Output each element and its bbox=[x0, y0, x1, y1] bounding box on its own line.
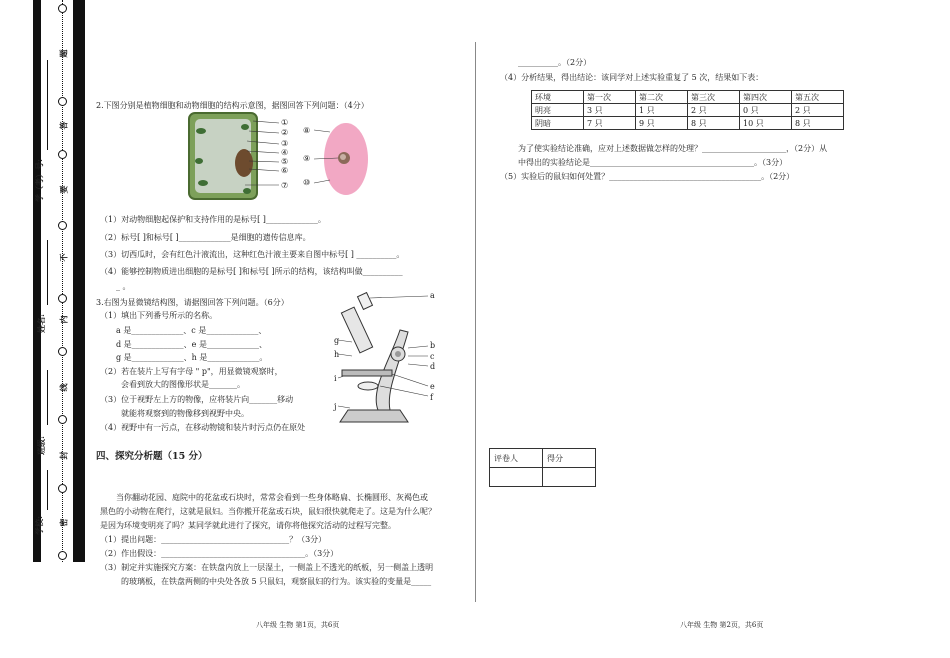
table-cell: 阴暗 bbox=[532, 117, 584, 130]
q3-answer-line: __________。（2分） bbox=[518, 58, 592, 67]
plant-label: ② bbox=[281, 128, 289, 137]
page-divider bbox=[475, 42, 476, 602]
q4-processing: 为了使实验结论准确，应对上述数据做怎样的处理？_____________________，（2分）从 bbox=[518, 144, 828, 153]
cut-circle bbox=[58, 347, 67, 356]
q3-item: （3）位于视野左上方的物像，应将装片向_______移动 bbox=[100, 395, 294, 404]
table-cell: 1 只 bbox=[636, 104, 688, 117]
name-label: 姓名: bbox=[35, 314, 46, 333]
class-label: 班级: bbox=[35, 436, 46, 455]
table-row bbox=[532, 117, 844, 130]
q3-title: 3.右图为显微镜结构图，请据图回答下列问题。（6分） bbox=[96, 298, 289, 307]
section4-title: 四、探究分析题（15 分） bbox=[96, 451, 208, 462]
microscope-diagram bbox=[330, 290, 440, 435]
plant-label: ④ bbox=[281, 148, 289, 157]
plant-label: ③ bbox=[281, 139, 289, 148]
results-table bbox=[531, 90, 844, 130]
page-footer-right: 八年级 生物 第2页，共6页 bbox=[680, 621, 764, 629]
table-cell: 10 只 bbox=[740, 117, 792, 130]
q4-conclusion: 中得出的实验结论是_________________________________________。（3分） bbox=[518, 158, 788, 167]
class-line bbox=[47, 370, 48, 425]
reviewer-field[interactable] bbox=[490, 468, 543, 487]
q2-item-4-cont: _ 。 bbox=[116, 282, 131, 291]
cut-circle bbox=[58, 97, 67, 106]
microscope-label: j bbox=[334, 402, 337, 411]
cut-circle bbox=[58, 150, 67, 159]
student-id-label: 学（考）号: bbox=[33, 159, 44, 202]
microscope-label: d bbox=[430, 362, 436, 371]
cut-mark: 要 bbox=[58, 185, 69, 194]
cut-mark: 内 bbox=[58, 315, 69, 324]
plant-cell-diagram bbox=[187, 111, 315, 203]
microscope-label: h bbox=[334, 350, 340, 359]
plant-label: ⑦ bbox=[281, 181, 289, 190]
animal-cell-diagram bbox=[300, 120, 370, 200]
student-id-line bbox=[47, 60, 48, 150]
q2-item-1: （1）对动物细胞起保护和支持作用的是标号[ ]_____________。 bbox=[100, 215, 326, 224]
binding-strip-inner bbox=[41, 0, 73, 562]
page-footer-left: 八年级 生物 第1页，共6页 bbox=[256, 621, 340, 629]
binding-strip bbox=[33, 0, 85, 562]
cut-circle bbox=[58, 551, 67, 560]
section4-para: 黑色的小动物在爬行，这就是鼠妇。当你搬开花盆或石块，鼠妇很快就爬走了。这是为什么呢？ bbox=[100, 507, 436, 516]
q3-item: a 是_____________、c 是_____________、 bbox=[116, 326, 267, 335]
table-header-cell: 第一次 bbox=[584, 91, 636, 104]
microscope-label: a bbox=[430, 291, 435, 300]
table-cell: 8 只 bbox=[792, 117, 844, 130]
cut-circle bbox=[58, 415, 67, 424]
cut-circle bbox=[58, 484, 67, 493]
section4-item: 的玻璃板，在铁盘两侧的中央处各放 5 只鼠妇，观察鼠妇的行为。该实验的变量是_____ bbox=[121, 577, 432, 586]
microscope-label: f bbox=[430, 393, 433, 402]
section4-para: 当你翻动花园、庭院中的花盆或石块时，常常会看到一些身体略扁、长椭圆形、灰褐色或 bbox=[116, 493, 428, 502]
cut-circle bbox=[58, 221, 67, 230]
school-label: 学校: bbox=[33, 516, 44, 535]
table-header-cell: 第三次 bbox=[688, 91, 740, 104]
animal-label: ⑩ bbox=[303, 178, 311, 187]
score-field[interactable] bbox=[543, 468, 596, 487]
table-header-cell: 第四次 bbox=[740, 91, 792, 104]
cut-mark: 封 bbox=[58, 451, 69, 460]
reviewer-label: 评卷人 bbox=[490, 449, 543, 468]
microscope-label: i bbox=[334, 374, 337, 383]
table-header-cell: 环境 bbox=[532, 91, 584, 104]
microscope-label: b bbox=[430, 341, 436, 350]
plant-label: ⑥ bbox=[281, 166, 289, 175]
cut-dotted-line bbox=[62, 0, 63, 562]
cut-circle bbox=[58, 4, 67, 13]
cut-circle bbox=[58, 294, 67, 303]
table-cell: 3 只 bbox=[584, 104, 636, 117]
cut-mark: 题 bbox=[58, 49, 69, 58]
table-cell: 0 只 bbox=[740, 104, 792, 117]
plant-label: ① bbox=[281, 118, 289, 127]
q3-item: （4）视野中有一污点，在移动物镜和装片时污点仍在原处 bbox=[100, 423, 306, 432]
section4-para: 是因为环境变明亮了吗？某同学就此进行了探究，请你将他探究活动的过程写完整。 bbox=[100, 521, 396, 530]
q2-title: 2.下图分别是植物细胞和动物细胞的结构示意图，据图回答下列问题：（4分） bbox=[96, 101, 369, 110]
table-header-cell: 第五次 bbox=[792, 91, 844, 104]
table-cell: 7 只 bbox=[584, 117, 636, 130]
section4-item: （2）作出假设：____________________________________。（3分） bbox=[100, 549, 339, 558]
q3-item: g 是_____________、h 是_____________。 bbox=[116, 353, 268, 362]
animal-label: ⑨ bbox=[303, 154, 311, 163]
section4-item: （1）提出问题：________________________________？（3分） bbox=[100, 535, 327, 544]
q5: （5）实验后的鼠妇如何处置？______________________________________。（2分） bbox=[500, 172, 795, 181]
plant-label: ⑤ bbox=[281, 157, 289, 166]
q2-item-2: （2）标号[ ]和标号[ ]_____________是细胞的遗传信息库。 bbox=[100, 233, 311, 242]
q3-item: （2）若在装片上写有字母 " p"，用显微镜观察时， bbox=[100, 367, 283, 376]
cut-mark: 线 bbox=[58, 383, 69, 392]
animal-label: ⑧ bbox=[303, 126, 311, 135]
cut-mark: 密 bbox=[58, 518, 69, 527]
school-line bbox=[47, 470, 48, 510]
q3-item: （1）填出下列番号所示的名称。 bbox=[100, 311, 218, 320]
q4-title: （4）分析结果，得出结论：该同学对上述实验重复了 5 次，结果如下表： bbox=[500, 73, 764, 82]
table-header-row bbox=[532, 91, 844, 104]
microscope-label: c bbox=[430, 352, 435, 361]
microscope-label: g bbox=[334, 336, 340, 345]
name-line bbox=[47, 240, 48, 305]
score-label: 得分 bbox=[543, 449, 596, 468]
table-cell: 2 只 bbox=[688, 104, 740, 117]
cut-mark: 答 bbox=[58, 121, 69, 130]
table-cell: 8 只 bbox=[688, 117, 740, 130]
table-cell: 2 只 bbox=[792, 104, 844, 117]
table-cell: 9 只 bbox=[636, 117, 688, 130]
q3-item: 就能将观察到的物像移到视野中央。 bbox=[121, 409, 249, 418]
table-cell: 明亮 bbox=[532, 104, 584, 117]
score-box bbox=[489, 448, 596, 487]
section4-item: （3）制定并实施探究方案：在铁盘内放上一层湿土，一侧盖上不透光的纸板，另一侧盖上透明 bbox=[100, 563, 434, 572]
q3-item: 会看到放大的图像形状是_______。 bbox=[121, 380, 245, 389]
microscope-label: e bbox=[430, 382, 435, 391]
q2-item-3: （3）切西瓜时，会有红色汁液流出，这种红色汁液主要来自图中标号[ ] __________。 bbox=[100, 250, 405, 259]
table-header-cell: 第二次 bbox=[636, 91, 688, 104]
q2-item-4: （4）能够控制物质进出细胞的是标号[ ]和标号[ ]所示的结构，该结构叫做__________ bbox=[100, 267, 403, 276]
table-row bbox=[532, 104, 844, 117]
cut-mark: 不 bbox=[58, 253, 69, 262]
q3-item: d 是_____________、e 是_____________、 bbox=[116, 340, 267, 349]
